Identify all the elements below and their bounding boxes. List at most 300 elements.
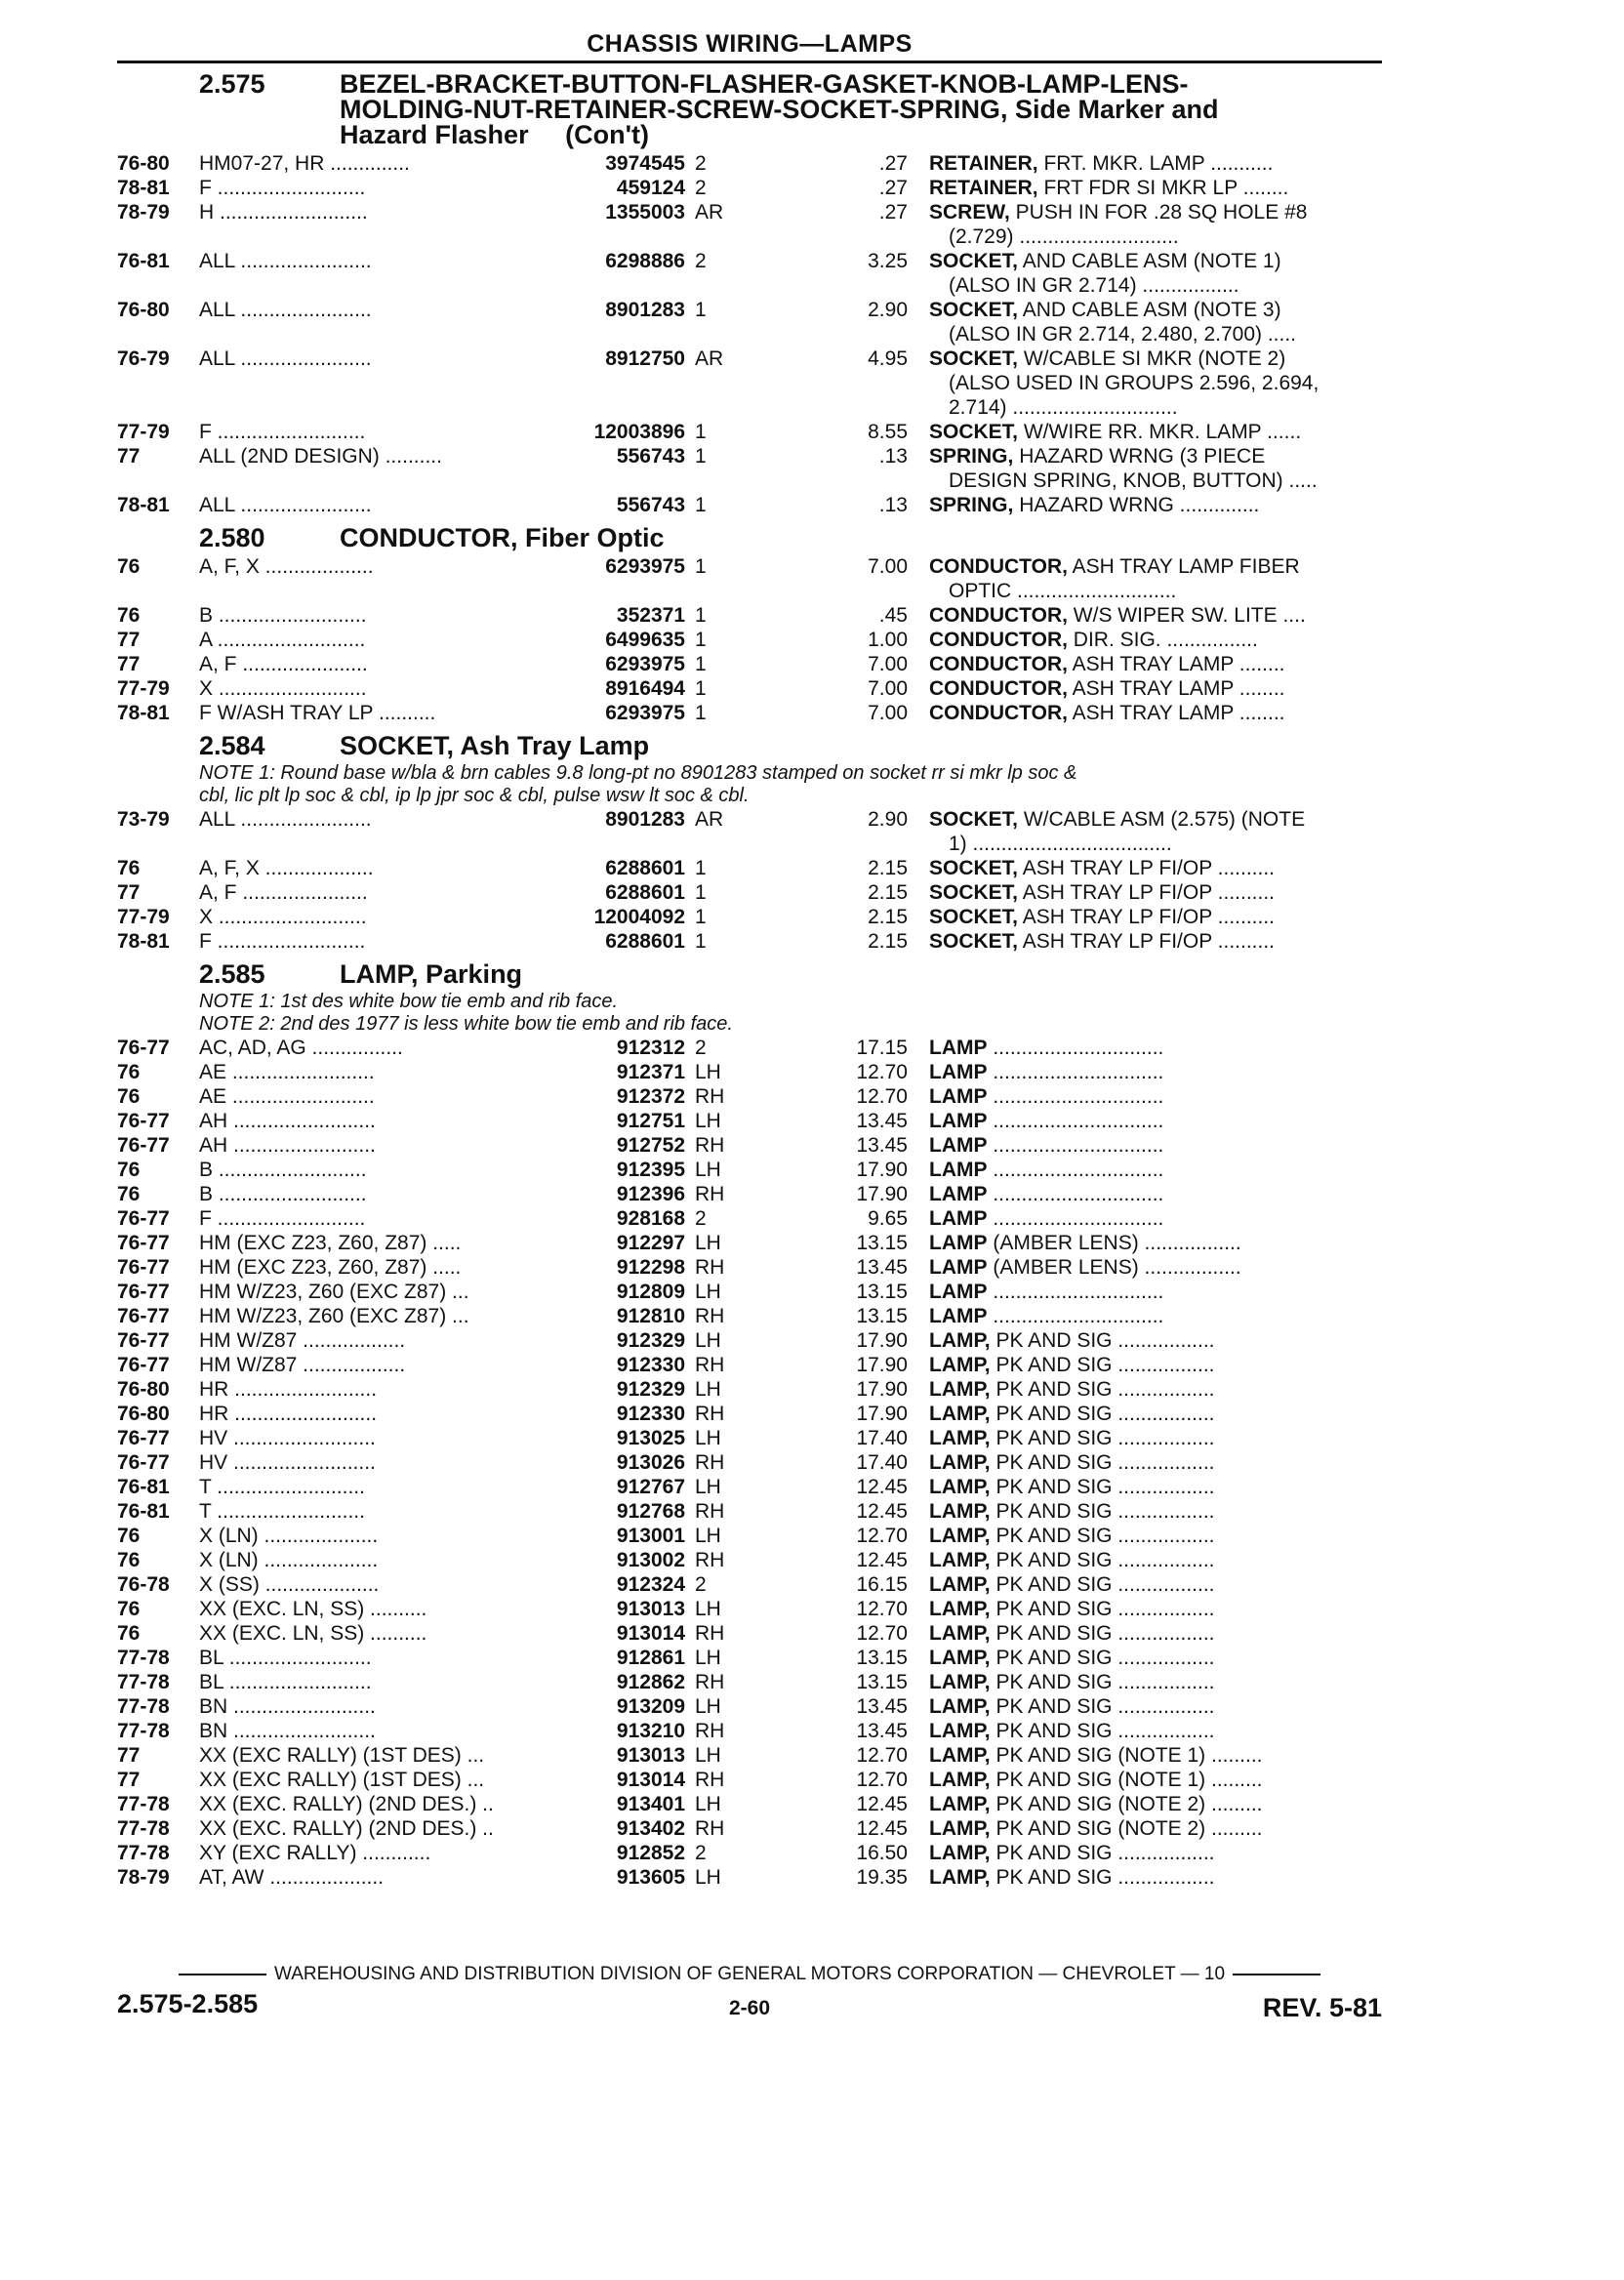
description (929, 1084, 1417, 1109)
model-year: 76-77 (117, 1354, 170, 1376)
price: 2.15 (868, 930, 908, 953)
parts-row-main (117, 1816, 1382, 1841)
part-number: 6288601 (605, 930, 685, 953)
quantity: LH (695, 1232, 721, 1254)
model-code: ALL ....................... (199, 808, 372, 831)
parts-row-main (117, 1426, 1382, 1450)
description-keyword: LAMP, (929, 1329, 991, 1352)
model-code: HR ......................... (199, 1403, 378, 1425)
parts-row-main (117, 1328, 1382, 1353)
model-year: 77-78 (117, 1647, 170, 1669)
parts-row (117, 1133, 1382, 1158)
quantity: RH (695, 1403, 725, 1425)
model-year: 77-79 (117, 677, 170, 700)
description (929, 1450, 1417, 1475)
model-year: 78-79 (117, 1866, 170, 1889)
quantity: LH (695, 1695, 721, 1718)
parts-row (117, 701, 1382, 725)
description-text: PK AND SIG ................. (990, 1476, 1215, 1498)
model-year: 73-79 (117, 808, 170, 831)
quantity: LH (695, 1378, 721, 1401)
quantity: 1 (695, 299, 707, 321)
parts-row-main (117, 1280, 1382, 1304)
section-title-line-text: MOLDING-NUT-RETAINER-SCREW-SOCKET-SPRING, Side Marker and (340, 95, 1219, 124)
description (929, 1133, 1417, 1158)
part-number: 913402 (616, 1817, 685, 1840)
part-number: 912396 (616, 1183, 685, 1205)
model-year: 76-78 (117, 1573, 170, 1596)
part-number: 912767 (616, 1476, 685, 1498)
section-title (117, 733, 1382, 758)
description-keyword: LAMP, (929, 1866, 991, 1889)
model-code: BL ......................... (199, 1671, 372, 1693)
parts-row (117, 1597, 1382, 1621)
price: 2.90 (868, 299, 908, 321)
description-text: .............................. (987, 1110, 1164, 1132)
parts-row-main (117, 1084, 1382, 1109)
description-text: .............................. (987, 1281, 1164, 1303)
description-keyword: LAMP, (929, 1500, 991, 1523)
description-keyword: LAMP (929, 1256, 988, 1279)
parts-row-main (117, 151, 1382, 176)
parts-row-main (117, 1597, 1382, 1621)
description-text: PK AND SIG (NOTE 2) ......... (990, 1817, 1263, 1840)
quantity: 1 (695, 421, 707, 443)
description-text: PK AND SIG ................. (990, 1403, 1215, 1425)
model-year: 78-81 (117, 930, 170, 953)
parts-row (117, 1743, 1382, 1768)
section-number: 2.584 (199, 731, 265, 760)
description-text: .............................. (987, 1159, 1164, 1181)
price: 17.40 (856, 1451, 908, 1474)
header-rule (117, 61, 1382, 63)
description-text: PK AND SIG ................. (990, 1500, 1215, 1523)
description (929, 1646, 1417, 1670)
model-year: 76 (117, 555, 141, 578)
description-keyword: LAMP, (929, 1647, 991, 1669)
description (929, 1475, 1417, 1499)
section-title-line-text: LAMP, Parking (340, 959, 523, 989)
description (929, 1280, 1417, 1304)
description-keyword: LAMP (929, 1159, 988, 1181)
description-keyword: SPRING, (929, 494, 1014, 516)
parts-row-main (117, 1158, 1382, 1182)
quantity: LH (695, 1598, 721, 1620)
price: 12.70 (856, 1061, 908, 1083)
quantity: RH (695, 1769, 725, 1791)
price: 16.50 (856, 1842, 908, 1864)
description (929, 1524, 1417, 1548)
section-title-line (340, 71, 1382, 97)
model-year: 76 (117, 1525, 141, 1547)
description-text: W/WIRE RR. MKR. LAMP ...... (1018, 421, 1302, 443)
price: .45 (878, 604, 908, 627)
parts-row (117, 603, 1382, 628)
model-year: 77 (117, 881, 141, 904)
model-code: XX (EXC. RALLY) (2ND DES.) .. (199, 1817, 494, 1840)
model-year: 76-80 (117, 152, 170, 175)
model-code: BL ......................... (199, 1647, 372, 1669)
description-keyword: RETAINER, (929, 177, 1038, 199)
description-keyword: LAMP (929, 1207, 988, 1230)
part-number: 913001 (616, 1525, 685, 1547)
parts-row-main (117, 1670, 1382, 1694)
price: 12.70 (856, 1744, 908, 1767)
model-code: XX (EXC. LN, SS) .......... (199, 1598, 427, 1620)
parts-row (117, 1158, 1382, 1182)
price: 12.70 (856, 1525, 908, 1547)
quantity: 2 (695, 250, 707, 272)
price: 2.90 (868, 808, 908, 831)
description (929, 1304, 1417, 1328)
section-note: NOTE 2: 2nd des 1977 is less white bow tie emb and rib face. (199, 1013, 733, 1035)
description-keyword: LAMP, (929, 1573, 991, 1596)
quantity: LH (695, 1159, 721, 1181)
model-year: 76 (117, 857, 141, 879)
description-text: W/CABLE ASM (2.575) (NOTE (1018, 808, 1306, 831)
section-title-line (340, 961, 1382, 987)
description (929, 346, 1417, 371)
parts-row-main (117, 1646, 1382, 1670)
parts-row (117, 1036, 1382, 1060)
part-number: 912809 (616, 1281, 685, 1303)
description (929, 1572, 1417, 1597)
quantity: RH (695, 1183, 725, 1205)
parts-row (117, 807, 1382, 856)
quantity: LH (695, 1647, 721, 1669)
description (929, 298, 1417, 322)
part-number: 912298 (616, 1256, 685, 1279)
price: .27 (878, 201, 908, 224)
description-continuation: (ALSO IN GR 2.714) ................. (949, 274, 1239, 297)
parts-row (117, 1426, 1382, 1450)
model-code: A, F ...................... (199, 881, 368, 904)
part-number: 912312 (616, 1037, 685, 1059)
quantity: LH (695, 1744, 721, 1767)
model-year: 77-79 (117, 906, 170, 928)
description-keyword: CONDUCTOR, (929, 629, 1068, 651)
quantity: AR (695, 808, 724, 831)
part-number: 913026 (616, 1451, 685, 1474)
description-text: .............................. (987, 1061, 1164, 1083)
price: 17.90 (856, 1378, 908, 1401)
description-text: ASH TRAY LAMP ........ (1067, 653, 1285, 675)
quantity: RH (695, 1622, 725, 1645)
part-number: 912395 (616, 1159, 685, 1181)
part-number: 913209 (616, 1695, 685, 1718)
quantity: 1 (695, 857, 707, 879)
description (929, 1792, 1417, 1816)
description-text: W/CABLE SI MKR (NOTE 2) (1018, 347, 1286, 370)
section-title-line (340, 733, 1382, 758)
section-title-line-text: BEZEL-BRACKET-BUTTON-FLASHER-GASKET-KNOB-LAMP-LENS- (340, 69, 1189, 99)
model-code: F .......................... (199, 1207, 366, 1230)
model-code: XX (EXC. RALLY) (2ND DES.) .. (199, 1793, 494, 1815)
parts-row-main (117, 628, 1382, 652)
model-code: XX (EXC. LN, SS) .......... (199, 1622, 427, 1645)
parts-row (117, 880, 1382, 905)
model-year: 77-78 (117, 1793, 170, 1815)
description-continuation: 1) ................................... (949, 833, 1172, 855)
description-keyword: LAMP, (929, 1695, 991, 1718)
description-keyword: LAMP, (929, 1598, 991, 1620)
model-code: T .......................... (199, 1476, 365, 1498)
model-code: B .......................... (199, 1183, 367, 1205)
part-number: 912862 (616, 1671, 685, 1693)
model-code: F .......................... (199, 930, 366, 953)
model-code: HV ......................... (199, 1451, 376, 1474)
price: 12.70 (856, 1769, 908, 1791)
description-keyword: LAMP (929, 1061, 988, 1083)
model-year: 76 (117, 1549, 141, 1571)
section-number: 2.575 (199, 69, 265, 99)
price: 17.40 (856, 1427, 908, 1449)
description-text: PK AND SIG ................. (990, 1329, 1215, 1352)
model-year: 77-78 (117, 1720, 170, 1742)
model-code: HV ......................... (199, 1427, 376, 1449)
parts-row (117, 905, 1382, 929)
description-text: W/S WIPER SW. LITE .... (1067, 604, 1306, 627)
part-number: 912371 (616, 1061, 685, 1083)
model-year: 77-78 (117, 1671, 170, 1693)
description-continuation: (ALSO USED IN GROUPS 2.596, 2.694, (949, 372, 1320, 394)
model-year: 76-77 (117, 1305, 170, 1327)
parts-row (117, 1182, 1382, 1206)
parts-row (117, 1646, 1382, 1670)
description (929, 1694, 1417, 1719)
model-year: 76-81 (117, 1476, 170, 1498)
section-title-line (340, 122, 1382, 147)
parts-row-main (117, 1133, 1382, 1158)
description-text: PK AND SIG ................. (990, 1622, 1215, 1645)
quantity: 2 (695, 1037, 707, 1059)
model-year: 77 (117, 445, 141, 468)
description-keyword: SOCKET, (929, 906, 1019, 928)
quantity: RH (695, 1305, 725, 1327)
model-code: H .......................... (199, 201, 368, 224)
section-title-text (340, 961, 1382, 987)
parts-row-main (117, 807, 1382, 832)
description-keyword: CONDUCTOR, (929, 555, 1068, 578)
part-number: 912861 (616, 1647, 685, 1669)
price: 13.15 (856, 1305, 908, 1327)
parts-row-main (117, 1182, 1382, 1206)
description-continuation: DESIGN SPRING, KNOB, BUTTON) ..... (949, 469, 1318, 492)
parts-row (117, 1548, 1382, 1572)
description (929, 1426, 1417, 1450)
part-number: 1355003 (605, 201, 685, 224)
description-keyword: LAMP, (929, 1793, 991, 1815)
model-code: B .......................... (199, 1159, 367, 1181)
model-code: AH ......................... (199, 1134, 376, 1157)
parts-row-main (117, 1475, 1382, 1499)
model-year: 76-80 (117, 299, 170, 321)
description (929, 1060, 1417, 1084)
section-title-text (340, 733, 1382, 758)
part-number: 912852 (616, 1842, 685, 1864)
description-keyword: LAMP (929, 1281, 988, 1303)
description (929, 807, 1417, 832)
model-code: AH ......................... (199, 1110, 376, 1132)
description (929, 420, 1417, 444)
parts-row-main (117, 1206, 1382, 1231)
description-keyword: LAMP, (929, 1622, 991, 1645)
description-text: PK AND SIG (NOTE 2) ......... (990, 1793, 1263, 1815)
description-keyword: LAMP, (929, 1720, 991, 1742)
model-code: AC, AD, AG ................ (199, 1037, 403, 1059)
model-code: F .......................... (199, 421, 366, 443)
model-code: HM07-27, HR .............. (199, 152, 410, 175)
description (929, 151, 1417, 176)
model-year: 77-79 (117, 421, 170, 443)
price: 8.55 (868, 421, 908, 443)
parts-row-main (117, 420, 1382, 444)
section-title-line-text: Hazard Flasher (340, 120, 529, 149)
parts-row (117, 1841, 1382, 1865)
part-number: 556743 (616, 494, 685, 516)
description (929, 1402, 1417, 1426)
parts-row (117, 493, 1382, 517)
quantity: RH (695, 1500, 725, 1523)
part-number: 912324 (616, 1573, 685, 1596)
parts-row (117, 628, 1382, 652)
parts-row-main (117, 880, 1382, 905)
price: 12.70 (856, 1598, 908, 1620)
description-keyword: LAMP, (929, 1549, 991, 1571)
part-number: 913013 (616, 1744, 685, 1767)
part-number: 913013 (616, 1598, 685, 1620)
description-keyword: LAMP, (929, 1451, 991, 1474)
price: 1.00 (868, 629, 908, 651)
description-text: ASH TRAY LAMP FIBER (1067, 555, 1300, 578)
description-continuation: OPTIC ............................ (949, 580, 1177, 602)
part-number: 8916494 (605, 677, 685, 700)
model-code: AT, AW .................... (199, 1866, 385, 1889)
model-code: X .......................... (199, 677, 367, 700)
model-code: XX (EXC RALLY) (1ST DES) ... (199, 1769, 485, 1791)
quantity: LH (695, 1866, 721, 1889)
parts-row-main (117, 676, 1382, 701)
section-note: NOTE 1: 1st des white bow tie emb and rib face. (199, 991, 619, 1012)
model-year: 76 (117, 1085, 141, 1108)
price: 13.15 (856, 1232, 908, 1254)
description-text: FRT FDR SI MKR LP ........ (1037, 177, 1289, 199)
price: 17.90 (856, 1159, 908, 1181)
description-keyword: LAMP, (929, 1671, 991, 1693)
model-code: A, F, X ................... (199, 857, 374, 879)
price: 7.00 (868, 677, 908, 700)
parts-row-main (117, 1450, 1382, 1475)
footer-publisher: WAREHOUSING AND DISTRIBUTION DIVISION OF GENERAL MOTORS CORPORATION — CHEVROLET — 10 (273, 1964, 1226, 1984)
part-number: 912810 (616, 1305, 685, 1327)
description (929, 1231, 1417, 1255)
part-number: 913210 (616, 1720, 685, 1742)
price: 4.95 (868, 347, 908, 370)
section-title-line (340, 525, 1382, 550)
description (929, 929, 1417, 954)
model-year: 77-78 (117, 1817, 170, 1840)
model-year: 76-77 (117, 1037, 170, 1059)
description-text: PK AND SIG ................. (990, 1866, 1215, 1889)
model-code: HR ......................... (199, 1378, 378, 1401)
description-text: .............................. (987, 1207, 1164, 1230)
price: 17.90 (856, 1354, 908, 1376)
parts-row-main (117, 1865, 1382, 1890)
price: 13.45 (856, 1110, 908, 1132)
description-keyword: LAMP, (929, 1354, 991, 1376)
model-year: 77 (117, 1769, 141, 1791)
price: 12.45 (856, 1500, 908, 1523)
part-number: 6293975 (605, 653, 685, 675)
price: 13.45 (856, 1695, 908, 1718)
model-year: 76 (117, 604, 141, 627)
description-text: ASH TRAY LP FI/OP .......... (1018, 857, 1276, 879)
price: 12.45 (856, 1476, 908, 1498)
quantity: 1 (695, 445, 707, 468)
description-text: HAZARD WRNG (3 PIECE (1013, 445, 1266, 468)
description (929, 603, 1417, 628)
quantity: RH (695, 1085, 725, 1108)
description-text: ASH TRAY LAMP ........ (1067, 702, 1285, 724)
price: 13.15 (856, 1647, 908, 1669)
description-text: PK AND SIG ................. (990, 1378, 1215, 1401)
model-year: 77-78 (117, 1842, 170, 1864)
model-code: XY (EXC RALLY) ............ (199, 1842, 431, 1864)
description (929, 444, 1417, 468)
description (929, 856, 1417, 880)
parts-row (117, 1572, 1382, 1597)
model-year: 78-81 (117, 702, 170, 724)
model-code: X (LN) .................... (199, 1525, 379, 1547)
part-number: 6288601 (605, 881, 685, 904)
description-text: PK AND SIG ................. (990, 1671, 1215, 1693)
description (929, 1328, 1417, 1353)
parts-row-main (117, 905, 1382, 929)
part-number: 912329 (616, 1378, 685, 1401)
parts-row-main (117, 554, 1382, 579)
part-number: 928168 (616, 1207, 685, 1230)
model-year: 76-77 (117, 1207, 170, 1230)
model-year: 76-80 (117, 1378, 170, 1401)
description-text: HAZARD WRNG .............. (1013, 494, 1260, 516)
description-text: PK AND SIG ................. (990, 1354, 1215, 1376)
model-code: AE ......................... (199, 1085, 375, 1108)
footer-bottom (117, 1989, 1382, 2022)
quantity: 1 (695, 629, 707, 651)
part-number: 912330 (616, 1403, 685, 1425)
parts-row (117, 1475, 1382, 1499)
description-keyword: LAMP, (929, 1769, 991, 1791)
model-code: ALL ....................... (199, 494, 372, 516)
description-text: .............................. (987, 1305, 1164, 1327)
description-keyword: LAMP, (929, 1378, 991, 1401)
price: 12.45 (856, 1549, 908, 1571)
price: 12.45 (856, 1793, 908, 1815)
parts-row (117, 652, 1382, 676)
parts-row-main (117, 1719, 1382, 1743)
quantity: 1 (695, 494, 707, 516)
model-code: A, F ...................... (199, 653, 368, 675)
description (929, 200, 1417, 224)
description-keyword: SOCKET, (929, 250, 1019, 272)
price: 17.90 (856, 1403, 908, 1425)
quantity: RH (695, 1451, 725, 1474)
price: 12.70 (856, 1622, 908, 1645)
description-keyword: LAMP, (929, 1403, 991, 1425)
part-number: 912330 (616, 1354, 685, 1376)
quantity: 1 (695, 702, 707, 724)
parts-row (117, 1060, 1382, 1084)
